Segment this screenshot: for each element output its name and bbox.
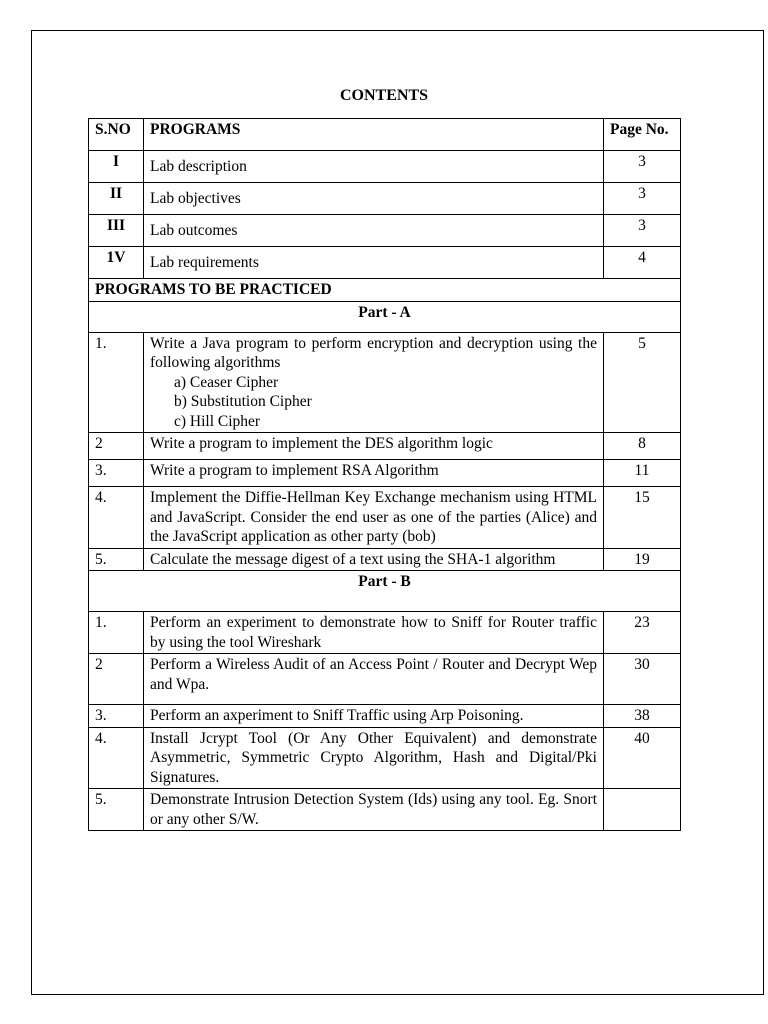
row-sno: 1. bbox=[89, 612, 144, 654]
row-sno: 1. bbox=[89, 332, 144, 433]
row-page: 3 bbox=[604, 215, 681, 247]
part-a-label: Part - A bbox=[89, 301, 681, 332]
table-row bbox=[89, 705, 681, 728]
table-row bbox=[89, 548, 681, 571]
table-row bbox=[89, 183, 681, 215]
header-sno: S.NO bbox=[89, 119, 144, 151]
row-text: Lab description bbox=[144, 151, 604, 183]
row-page: 11 bbox=[604, 460, 681, 487]
section-title: PROGRAMS TO BE PRACTICED bbox=[89, 279, 681, 302]
row-sno: II bbox=[89, 183, 144, 215]
table-row bbox=[89, 789, 681, 831]
table-row bbox=[89, 460, 681, 487]
part-b-row bbox=[89, 571, 681, 612]
row-page: 5 bbox=[604, 332, 681, 433]
row-text: Perform a Wireless Audit of an Access Point / Router and Decrypt Wep and Wpa. bbox=[144, 654, 604, 705]
row-page: 3 bbox=[604, 151, 681, 183]
row-text: Lab outcomes bbox=[144, 215, 604, 247]
row-page: 8 bbox=[604, 433, 681, 460]
row-text: Perform an experiment to demonstrate how to Sniff for Router traffic by using the tool Wireshark bbox=[144, 612, 604, 654]
row-sno: 3. bbox=[89, 705, 144, 728]
table-header-row bbox=[89, 119, 681, 151]
row-text: Write a program to implement RSA Algorithm bbox=[144, 460, 604, 487]
row-page: 23 bbox=[604, 612, 681, 654]
row-sno: 4. bbox=[89, 487, 144, 549]
list-item: a) Ceaser Cipher bbox=[174, 373, 279, 391]
contents-table bbox=[88, 118, 681, 831]
row-page: 19 bbox=[604, 548, 681, 571]
row-text-cell bbox=[144, 332, 604, 433]
row-page: 38 bbox=[604, 705, 681, 728]
row-page: 15 bbox=[604, 487, 681, 549]
row-text: Demonstrate Intrusion Detection System (Ids) using any tool. Eg. Snort or any other S/W. bbox=[144, 789, 604, 831]
row-sno: 4. bbox=[89, 727, 144, 789]
row-page: 3 bbox=[604, 183, 681, 215]
table-row bbox=[89, 612, 681, 654]
row-page bbox=[604, 789, 681, 831]
list-item: c) Hill Cipher bbox=[174, 412, 261, 430]
row-text: Perform an axperiment to Sniff Traffic using Arp Poisoning. bbox=[144, 705, 604, 728]
row-sno: 5. bbox=[89, 548, 144, 571]
algorithm-list bbox=[150, 373, 597, 432]
table-row bbox=[89, 247, 681, 279]
row-text: Calculate the message digest of a text using the SHA-1 algorithm bbox=[144, 548, 604, 571]
row-text: Write a program to implement the DES algorithm logic bbox=[144, 433, 604, 460]
row-text: Install Jcrypt Tool (Or Any Other Equivalent) and demonstrate Asymmetric, Symmetric Crypto Algorithm, Hash and Digital/Pki Signatures. bbox=[144, 727, 604, 789]
row-page: 30 bbox=[604, 654, 681, 705]
part-a-row bbox=[89, 301, 681, 332]
row-text: Write a Java program to perform encryption and decryption using the following algorithms bbox=[150, 334, 597, 371]
row-text: Lab requirements bbox=[144, 247, 604, 279]
header-page: Page No. bbox=[604, 119, 681, 151]
page-title: CONTENTS bbox=[339, 87, 429, 104]
row-sno: 5. bbox=[89, 789, 144, 831]
table-row bbox=[89, 215, 681, 247]
row-text: Implement the Diffie-Hellman Key Exchange mechanism using HTML and JavaScript. Consider the end user as one of the parties (Alice) and the JavaScript application as other party (bob) bbox=[144, 487, 604, 549]
table-row bbox=[89, 151, 681, 183]
row-text: Lab objectives bbox=[144, 183, 604, 215]
row-sno: I bbox=[89, 151, 144, 183]
table-row bbox=[89, 332, 681, 433]
table-row bbox=[89, 727, 681, 789]
header-programs: PROGRAMS bbox=[144, 119, 604, 151]
part-b-label: Part - B bbox=[89, 571, 681, 612]
table-row bbox=[89, 487, 681, 549]
section-row bbox=[89, 279, 681, 302]
row-sno: 2 bbox=[89, 433, 144, 460]
row-sno: III bbox=[89, 215, 144, 247]
table-row bbox=[89, 654, 681, 705]
row-sno: 1V bbox=[89, 247, 144, 279]
row-sno: 3. bbox=[89, 460, 144, 487]
row-sno: 2 bbox=[89, 654, 144, 705]
row-page: 4 bbox=[604, 247, 681, 279]
table-row bbox=[89, 433, 681, 460]
list-item: b) Substitution Cipher bbox=[174, 393, 312, 410]
row-page: 40 bbox=[604, 727, 681, 789]
